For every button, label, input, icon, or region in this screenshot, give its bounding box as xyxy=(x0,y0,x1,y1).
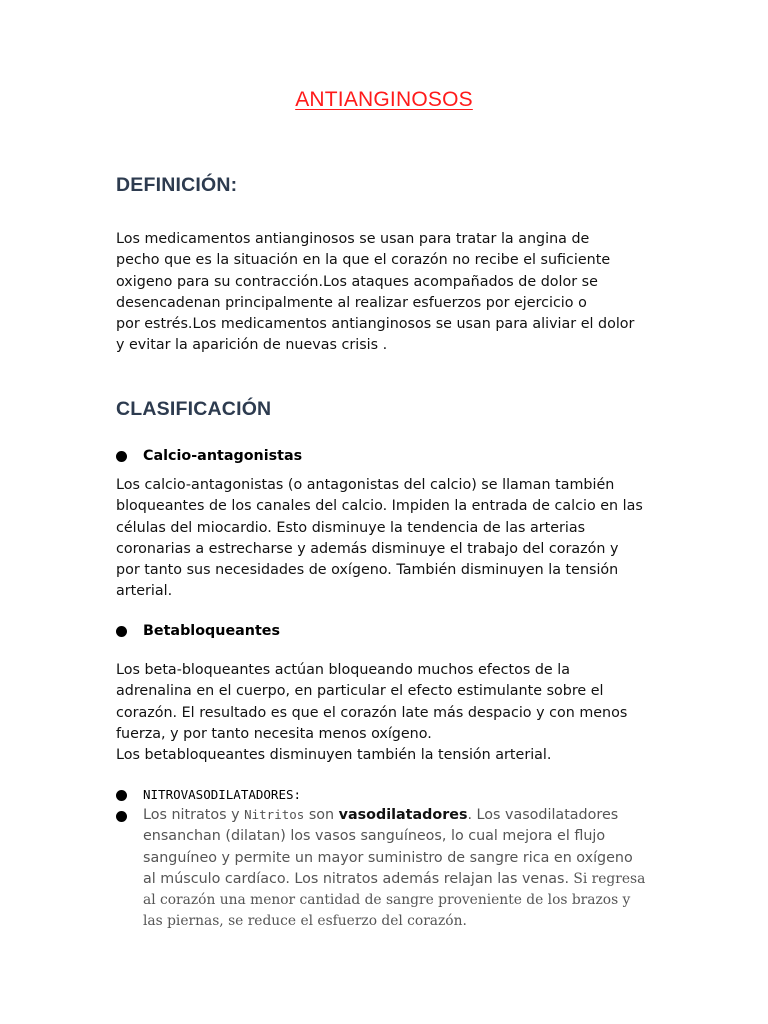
paragraph-line: y evitar la aparición de nuevas crisis . xyxy=(116,337,388,354)
paragraph-line: al corazón una menor cantidad de sangre proveniente de los brazos y xyxy=(143,892,631,909)
paragraph-line: por estrés.Los medicamentos antianginosos se usan para aliviar el dolor xyxy=(116,316,635,333)
beta-label: Betabloqueantes xyxy=(143,623,281,639)
definicion-heading: DEFINICIÓN: xyxy=(116,174,238,196)
document-title: ANTIANGINOSOS xyxy=(295,88,473,111)
paragraph-line: fuerza, y por tanto necesita menos oxígeno. xyxy=(116,725,432,742)
paragraph-line: pecho que es la situación en la que el corazón no recibe el suficiente xyxy=(116,252,611,269)
beta-paragraph xyxy=(116,660,676,766)
paragraph-line: las piernas, se reduce el esfuerzo del corazón. xyxy=(143,913,467,930)
paragraph-line: por tanto sus necesidades de oxígeno. También disminuyen la tensión xyxy=(116,562,619,579)
paragraph-line: adrenalina en el cuerpo, en particular el efecto estimulante sobre el xyxy=(116,683,604,700)
text-run: . Los vasodilatadores xyxy=(467,807,619,823)
bullet-icon xyxy=(116,626,127,637)
paragraph-line: corazón. El resultado es que el corazón late más despacio y con menos xyxy=(116,704,628,721)
calcio-paragraph xyxy=(116,475,676,603)
bullet-icon xyxy=(116,811,127,822)
paragraph-line: células del miocardio. Esto disminuye la tendencia de las arterias xyxy=(116,519,586,536)
paragraph-line: arterial. xyxy=(116,583,173,600)
text-run: Nitritos xyxy=(244,807,305,822)
text-run: Los nitratos y xyxy=(143,807,245,823)
calcio-label: Calcio-antagonistas xyxy=(143,448,303,464)
definicion-paragraph xyxy=(116,229,676,357)
paragraph-line: desencadenan principalmente al realizar esfuerzos por ejercicio o xyxy=(116,294,587,311)
paragraph-line: ensanchan (dilatan) los vasos sanguíneos, lo cual mejora el flujo xyxy=(143,828,606,845)
paragraph-line: Los medicamentos antianginosos se usan para tratar la angina de xyxy=(116,231,590,247)
text-run: vasodilatadores xyxy=(338,807,468,823)
paragraph-line: coronarias a estrecharse y además disminuye el trabajo del corazón y xyxy=(116,540,619,557)
nitro-paragraph xyxy=(143,804,663,933)
text-run: son xyxy=(304,807,339,823)
bullet-icon xyxy=(116,790,127,801)
paragraph-line: Los beta-bloqueantes actúan bloqueando muchos efectos de la xyxy=(116,662,570,678)
bullet-icon xyxy=(116,451,127,462)
paragraph-line: Los calcio-antagonistas (o antagonistas del calcio) se llaman también xyxy=(116,477,615,493)
paragraph-line xyxy=(143,804,663,826)
nitro-label: NITROVASODILATADORES: xyxy=(143,787,302,802)
clasificacion-heading: CLASIFICACIÓN xyxy=(116,398,272,420)
paragraph-line: bloqueantes de los canales del calcio. Impiden la entrada de calcio en las xyxy=(116,498,643,515)
text-run: al músculo cardíaco. Los nitratos además relajan las venas. xyxy=(143,870,570,887)
paragraph-line: oxigeno para su contracción.Los ataques acompañados de dolor se xyxy=(116,273,598,290)
paragraph-line xyxy=(143,869,663,890)
paragraph-line: sanguíneo y permite un mayor suministro de sangre rica en oxígeno xyxy=(143,849,633,866)
paragraph-line: Los betabloqueantes disminuyen también la tensión arterial. xyxy=(116,747,552,764)
text-run: Si regresa xyxy=(569,870,646,887)
